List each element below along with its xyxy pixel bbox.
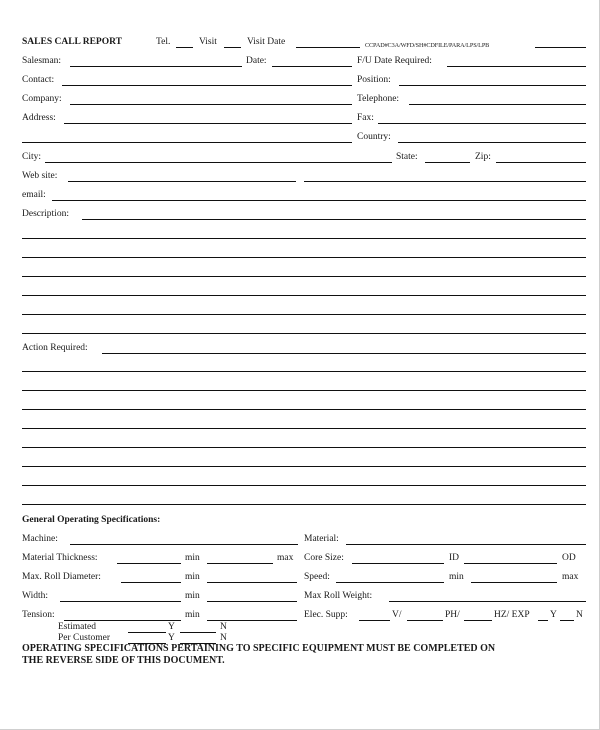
specs-title: General Operating Specifications: xyxy=(22,515,161,525)
description-line[interactable] xyxy=(22,333,586,334)
material-thickness-label: Material Thickness: xyxy=(22,553,98,563)
website-field-ext[interactable] xyxy=(304,181,586,182)
exp-no-field[interactable] xyxy=(560,620,574,621)
material-field[interactable] xyxy=(346,544,586,545)
core-od-label: OD xyxy=(562,553,576,563)
estimated-no-field[interactable] xyxy=(180,632,216,633)
action-required-label: Action Required: xyxy=(22,343,88,353)
email-field[interactable] xyxy=(52,200,586,201)
roll-diameter-max-field[interactable] xyxy=(207,582,297,583)
address-label: Address: xyxy=(22,113,56,123)
thickness-min-label: min xyxy=(185,553,200,563)
per-customer-label: Per Customer xyxy=(58,633,110,643)
estimated-label: Estimated xyxy=(58,622,96,632)
max-roll-weight-field[interactable] xyxy=(389,601,586,602)
telephone-field[interactable] xyxy=(409,104,586,105)
action-line[interactable] xyxy=(22,409,586,410)
tension-label: Tension: xyxy=(22,610,55,620)
visit-checkbox-line[interactable] xyxy=(224,47,241,48)
machine-field[interactable] xyxy=(70,544,298,545)
core-id-label: ID xyxy=(449,553,460,563)
description-line[interactable] xyxy=(22,257,586,258)
tension-min-field[interactable] xyxy=(64,620,181,621)
visit-label: Visit xyxy=(199,37,217,47)
material-thickness-min-field[interactable] xyxy=(117,563,181,564)
state-label: State: xyxy=(396,152,418,162)
header-trailing-field[interactable] xyxy=(535,47,586,48)
action-line[interactable] xyxy=(22,447,586,448)
action-line[interactable] xyxy=(22,371,586,372)
notice-line-1: OPERATING SPECIFICATIONS PERTAINING TO SPECIFIC EQUIPMENT MUST BE COMPLETED ON xyxy=(22,643,496,654)
address-field-line-2[interactable] xyxy=(22,142,352,143)
hz-exp-label: HZ/ EXP xyxy=(494,610,530,620)
fu-date-field[interactable] xyxy=(447,66,586,67)
width-min-field[interactable] xyxy=(60,601,181,602)
core-size-label: Core Size: xyxy=(304,553,344,563)
speed-max-field[interactable] xyxy=(471,582,557,583)
description-line[interactable] xyxy=(22,295,586,296)
zip-field[interactable] xyxy=(496,162,586,163)
core-size-id-field[interactable] xyxy=(352,563,444,564)
description-line[interactable] xyxy=(22,238,586,239)
machine-label: Machine: xyxy=(22,534,58,544)
salesman-label: Salesman: xyxy=(22,56,62,66)
speed-min-label: min xyxy=(449,572,464,582)
fax-label: Fax: xyxy=(357,113,374,123)
description-line[interactable] xyxy=(22,314,586,315)
position-field[interactable] xyxy=(399,85,586,86)
state-field[interactable] xyxy=(425,162,470,163)
form-code: CCPAD#C3A/WFD/SH#CDFILE/PARA/LPS/LPB xyxy=(365,42,490,49)
roll-diameter-min-label: min xyxy=(185,572,200,582)
action-line[interactable] xyxy=(22,504,586,505)
exp-yes-label: Y xyxy=(550,610,557,620)
phase-unit-label: PH/ xyxy=(445,610,460,620)
tel-checkbox-line[interactable] xyxy=(176,47,193,48)
action-line[interactable] xyxy=(22,466,586,467)
thickness-max-label: max xyxy=(277,553,294,563)
volt-unit-label: V/ xyxy=(392,610,402,620)
action-required-field[interactable] xyxy=(102,353,586,354)
tel-label: Tel. xyxy=(156,37,171,47)
max-roll-diameter-label: Max. Roll Diameter: xyxy=(22,572,101,582)
width-min-label: min xyxy=(185,591,200,601)
contact-field[interactable] xyxy=(62,85,352,86)
website-label: Web site: xyxy=(22,171,58,181)
width-max-field[interactable] xyxy=(207,601,297,602)
city-field[interactable] xyxy=(45,162,392,163)
salesman-field[interactable] xyxy=(70,66,242,67)
date-label: Date: xyxy=(246,56,267,66)
company-label: Company: xyxy=(22,94,62,104)
description-line[interactable] xyxy=(22,276,586,277)
speed-min-field[interactable] xyxy=(336,582,444,583)
zip-label: Zip: xyxy=(475,152,491,162)
estimated-yes-label: Y xyxy=(168,622,175,632)
country-field[interactable] xyxy=(398,142,586,143)
material-thickness-max-field[interactable] xyxy=(207,563,273,564)
description-label: Description: xyxy=(22,209,69,219)
per-customer-no-label: N xyxy=(220,633,227,643)
website-field[interactable] xyxy=(68,181,296,182)
action-line[interactable] xyxy=(22,428,586,429)
voltage-field[interactable] xyxy=(359,620,390,621)
email-label: email: xyxy=(22,190,46,200)
notice-line-2: THE REVERSE SIDE OF THIS DOCUMENT. xyxy=(22,655,225,666)
exp-yes-field[interactable] xyxy=(538,620,548,621)
tension-max-field[interactable] xyxy=(207,620,297,621)
estimated-no-label: N xyxy=(220,622,227,632)
visit-date-label: Visit Date xyxy=(247,37,286,47)
fax-field[interactable] xyxy=(378,123,586,124)
action-line[interactable] xyxy=(22,485,586,486)
estimated-yes-field[interactable] xyxy=(128,632,166,633)
per-customer-yes-label: Y xyxy=(168,633,175,643)
country-label: Country: xyxy=(357,132,391,142)
visit-date-field[interactable] xyxy=(296,47,360,48)
hertz-field[interactable] xyxy=(464,620,492,621)
date-field[interactable] xyxy=(272,66,352,67)
roll-diameter-min-field[interactable] xyxy=(121,582,181,583)
width-label: Width: xyxy=(22,591,49,601)
company-field[interactable] xyxy=(70,104,352,105)
elec-supp-label: Elec. Supp: xyxy=(304,610,348,620)
speed-label: Speed: xyxy=(304,572,330,582)
telephone-label: Telephone: xyxy=(357,94,400,104)
max-roll-weight-label: Max Roll Weight: xyxy=(304,591,373,601)
exp-no-label: N xyxy=(576,610,583,620)
fu-date-label: F/U Date Required: xyxy=(357,56,432,66)
form-title: SALES CALL REPORT xyxy=(22,37,122,47)
address-field[interactable] xyxy=(64,123,352,124)
action-line[interactable] xyxy=(22,390,586,391)
core-size-od-field[interactable] xyxy=(464,563,557,564)
speed-max-label: max xyxy=(562,572,579,582)
description-field[interactable] xyxy=(82,219,586,220)
position-label: Position: xyxy=(357,75,391,85)
city-label: City: xyxy=(22,152,42,162)
phase-field[interactable] xyxy=(407,620,443,621)
contact-label: Contact: xyxy=(22,75,55,85)
reverse-side-notice xyxy=(22,643,586,667)
material-label: Material: xyxy=(304,534,339,544)
tension-min-label: min xyxy=(185,610,200,620)
